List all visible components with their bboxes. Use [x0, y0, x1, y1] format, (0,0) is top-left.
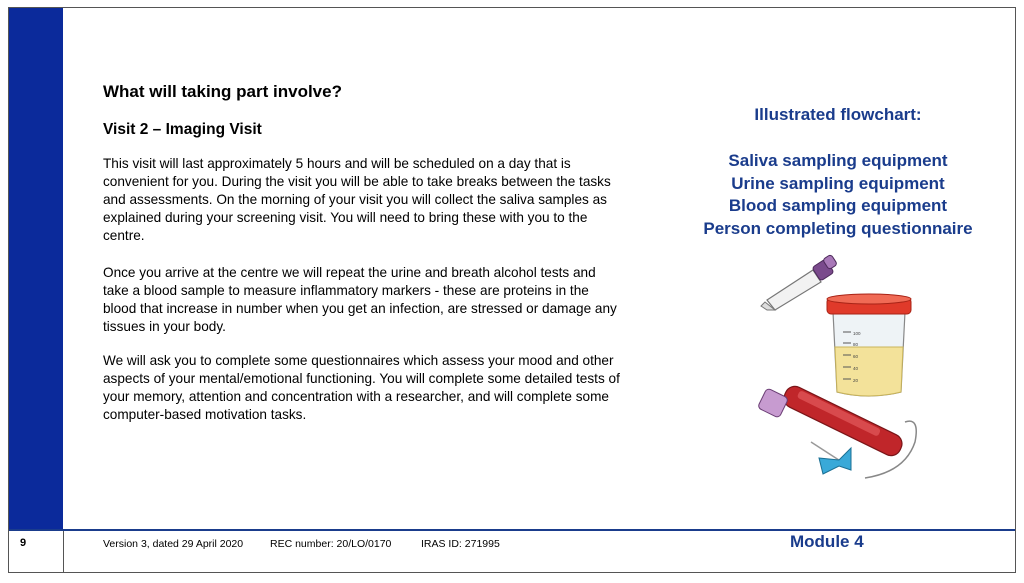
paragraph-visit-duration: This visit will last approximately 5 hours and will be scheduled on a day that is convenient for you. During the visit you will be able to take breaks between the tasks and assessments. On the morning of your visit you will collect the saliva samples as explained during your screening visit. You will need to bring these with you to the centre. [103, 156, 611, 243]
page-number: 9 [20, 537, 27, 549]
svg-text:40: 40 [853, 366, 859, 371]
svg-text:60: 60 [853, 354, 859, 359]
module-label: Module 4 [790, 532, 864, 551]
svg-text:100: 100 [853, 331, 861, 336]
sidebar-band [9, 8, 63, 529]
footer-vertical-divider [63, 531, 64, 573]
sampling-equipment-illustration [755, 252, 925, 484]
svg-text:80: 80 [853, 342, 859, 347]
flowchart-title: Illustrated flowchart: [754, 105, 922, 124]
footer-iras-id: IRAS ID: 271995 [421, 538, 500, 550]
flowchart-item-urine: Urine sampling equipment [731, 173, 945, 193]
svg-text:20: 20 [853, 378, 859, 383]
flowchart-item-blood: Blood sampling equipment [728, 196, 948, 215]
urine-cup-icon [827, 294, 911, 396]
footer-version: Version 3, dated 29 April 2020 [103, 538, 244, 550]
saliva-swab-icon [761, 254, 837, 310]
footer-rec-number: REC number: 20/LO/0170 [270, 538, 392, 550]
section-subtitle: Visit 2 – Imaging Visit [103, 121, 262, 138]
paragraph-blood-sample: Once you arrive at the centre we will repeat the urine and breath alcohol tests and take a blood sample to measure inflammatory markers - these are proteins in the blood that increase in number when you get an infection, are stressed or damage any tissues in your body. [103, 265, 617, 334]
footer-divider-line [9, 529, 1015, 531]
flowchart-item-saliva: Saliva sampling equipment [728, 151, 948, 170]
page-title: What will taking part involve? [103, 82, 342, 101]
blood-tube-icon [757, 383, 916, 478]
paragraph-questionnaires: We will ask you to complete some questionnaires which assess your mood and other aspects of your mental/emotional functioning. You will complete some detailed tests of your memory, attention and concentration with a researcher, and will complete some computer-based motivation tasks. [103, 353, 620, 422]
flowchart-item-questionnaire: Person completing questionnaire [703, 218, 973, 238]
